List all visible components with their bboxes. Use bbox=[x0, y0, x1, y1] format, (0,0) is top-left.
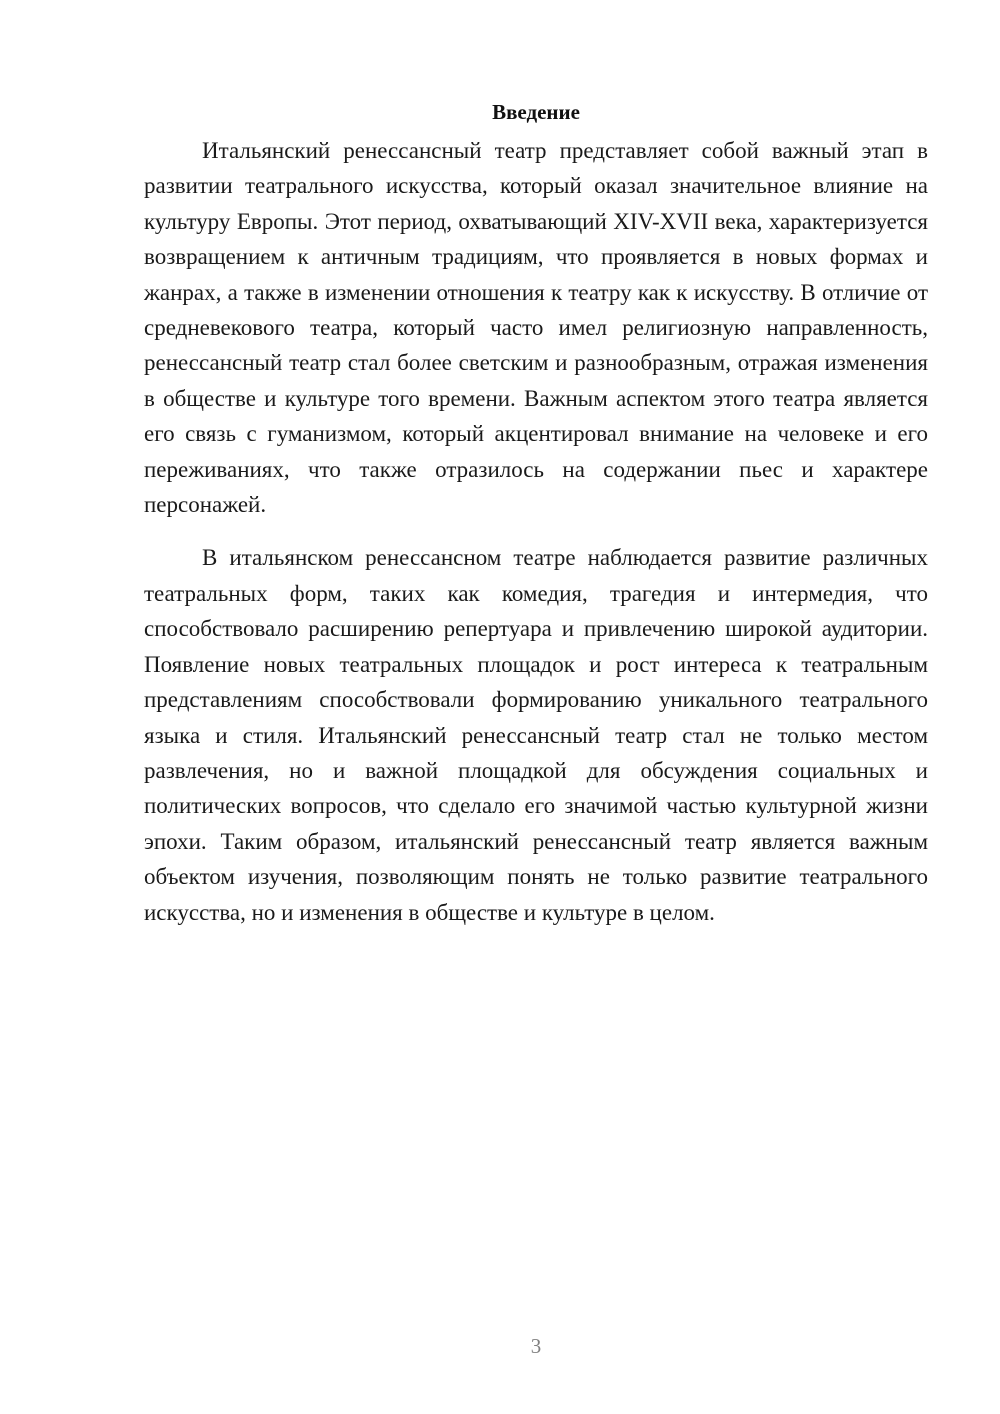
paragraph-1: Итальянский ренессансный театр представляет собой важный этап в развитии театрального искусства, который оказал значительное влияние на культуру Европы. Этот период, охватывающий XIV-XVII века, характеризуется возвращением к античным традициям, что проявляется в новых формах и жанрах, а также в изменении отношения к театру как к искусству. В отличие от средневекового театра, который часто имел религиозную направленность, ренессансный театр стал более светским и разнообразным, отражая изменения в обществе и культуре того времени. Важным аспектом этого театра является его связь с гуманизмом, который акцентировал внимание на человеке и его переживаниях, что также отразилось на содержании пьес и характере персонажей. bbox=[144, 138, 928, 518]
section-title: Введение bbox=[492, 100, 580, 124]
paragraph-2: В итальянском ренессансном театре наблюдается развитие различных театральных форм, таких как комедия, трагедия и интермедия, что способствовало расширению репертуара и привлечению широкой аудитории. Появление новых театральных площадок и рост интереса к театральным представлениям способствовали формированию уникального театрального языка и стиля. Итальянский ренессансный театр стал не только местом развлечения, но и важной площадкой для обсуждения социальных и политических вопросов, что сделало его значимой частью культурной жизни эпохи. Таким образом, итальянский ренессансный театр является важным объектом изучения, позволяющим понять не только развитие театрального искусства, но и изменения в обществе и культуре в целом. bbox=[144, 545, 928, 925]
document-body bbox=[144, 95, 928, 930]
page-number: 3 bbox=[530, 1334, 542, 1358]
